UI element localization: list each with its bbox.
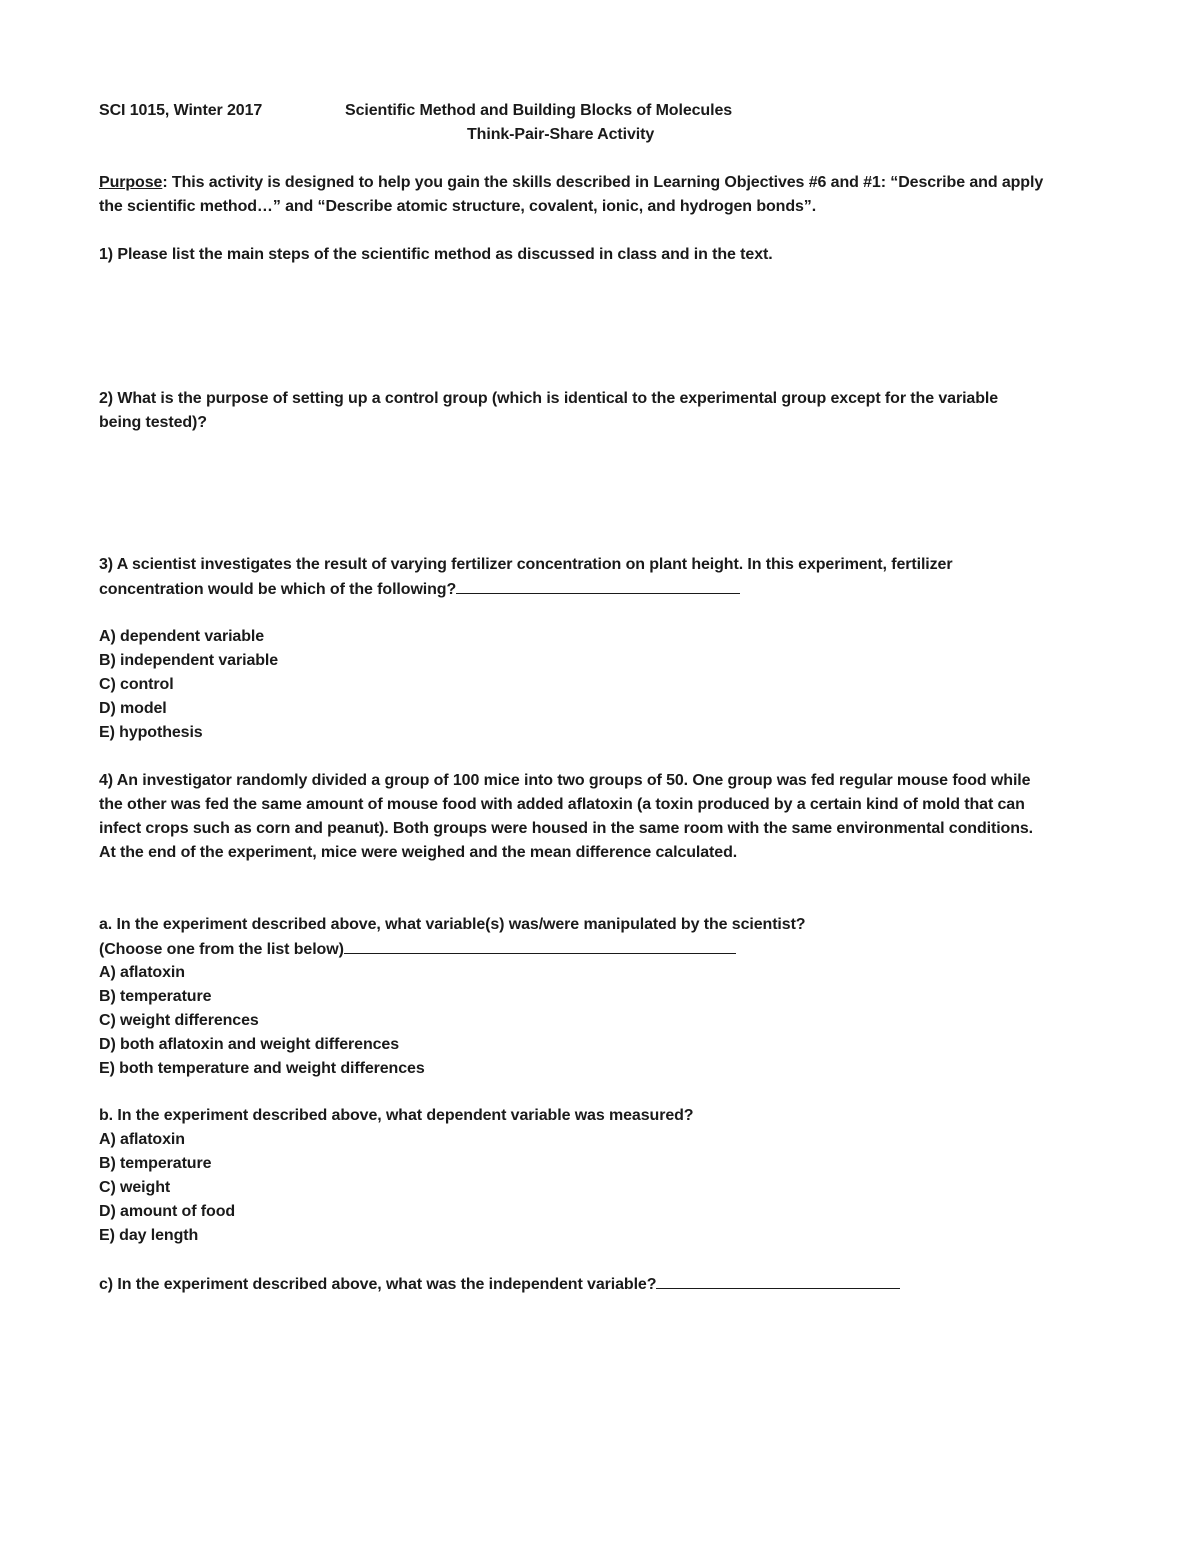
q3-option-a: A) dependent variable [99, 628, 265, 645]
answer-blank-q4c[interactable] [656, 1272, 900, 1289]
worksheet-subtitle: Think-Pair-Share Activity [467, 126, 655, 143]
question-4-line-1: 4) An investigator randomly divided a group of 100 mice into two groups of 50. One group was fed regular mouse food while [99, 772, 1031, 789]
question-4a-text-2: (Choose one from the list below) [99, 941, 344, 958]
answer-blank-q3[interactable] [456, 577, 740, 594]
q4b-option-e: E) day length [99, 1227, 199, 1244]
question-4-line-4: At the end of the experiment, mice were weighed and the mean difference calculated. [99, 844, 738, 861]
question-3-line-2 [99, 577, 740, 602]
q4b-option-a: A) aflatoxin [99, 1131, 185, 1148]
question-4a-line-1: a. In the experiment described above, what variable(s) was/were manipulated by the scientist? [99, 916, 806, 933]
q4a-option-a: A) aflatoxin [99, 964, 185, 981]
answer-blank-q4a[interactable] [344, 937, 736, 954]
purpose-line-1 [99, 171, 1043, 195]
q4b-option-d: D) amount of food [99, 1203, 236, 1220]
question-4-line-3: infect crops such as corn and peanut). Both groups were housed in the same room with the same environmental conditions. [99, 820, 1034, 837]
q3-option-d: D) model [99, 700, 167, 717]
question-3-line-1: 3) A scientist investigates the result of varying fertilizer concentration on plant height. In this experiment, fertilizer [99, 556, 953, 573]
purpose-label: Purpose [99, 174, 163, 191]
q3-option-c: C) control [99, 676, 174, 693]
question-2-line-2: being tested)? [99, 414, 207, 431]
purpose-text-1: : This activity is designed to help you gain the skills described in Learning Objectives #6 and #1: “Describe and apply [162, 174, 1044, 191]
q4a-option-c: C) weight differences [99, 1012, 259, 1029]
q3-option-e: E) hypothesis [99, 724, 203, 741]
question-4c-text: c) In the experiment described above, what was the independent variable? [99, 1276, 657, 1293]
question-4b-line-1: b. In the experiment described above, what dependent variable was measured? [99, 1107, 694, 1124]
worksheet-title: Scientific Method and Building Blocks of Molecules [345, 102, 733, 119]
course-label: SCI 1015, Winter 2017 [99, 102, 263, 119]
question-2-line-1: 2) What is the purpose of setting up a control group (which is identical to the experimental group except for the variable [99, 390, 999, 407]
question-4c-line-1 [99, 1272, 900, 1297]
question-3-text-2: concentration would be which of the following? [99, 581, 457, 598]
q4a-option-e: E) both temperature and weight differences [99, 1060, 425, 1077]
question-4a-line-2 [99, 937, 736, 962]
q4b-option-b: B) temperature [99, 1155, 212, 1172]
purpose-line-2: the scientific method…” and “Describe atomic structure, covalent, ionic, and hydrogen bonds”. [99, 198, 817, 215]
q4a-option-d: D) both aflatoxin and weight differences [99, 1036, 400, 1053]
question-4-line-2: the other was fed the same amount of mouse food with added aflatoxin (a toxin produced by a certain kind of mold that can [99, 796, 1025, 813]
question-1: 1) Please list the main steps of the scientific method as discussed in class and in the text. [99, 246, 773, 263]
q4b-option-c: C) weight [99, 1179, 171, 1196]
q4a-option-b: B) temperature [99, 988, 212, 1005]
q3-option-b: B) independent variable [99, 652, 279, 669]
